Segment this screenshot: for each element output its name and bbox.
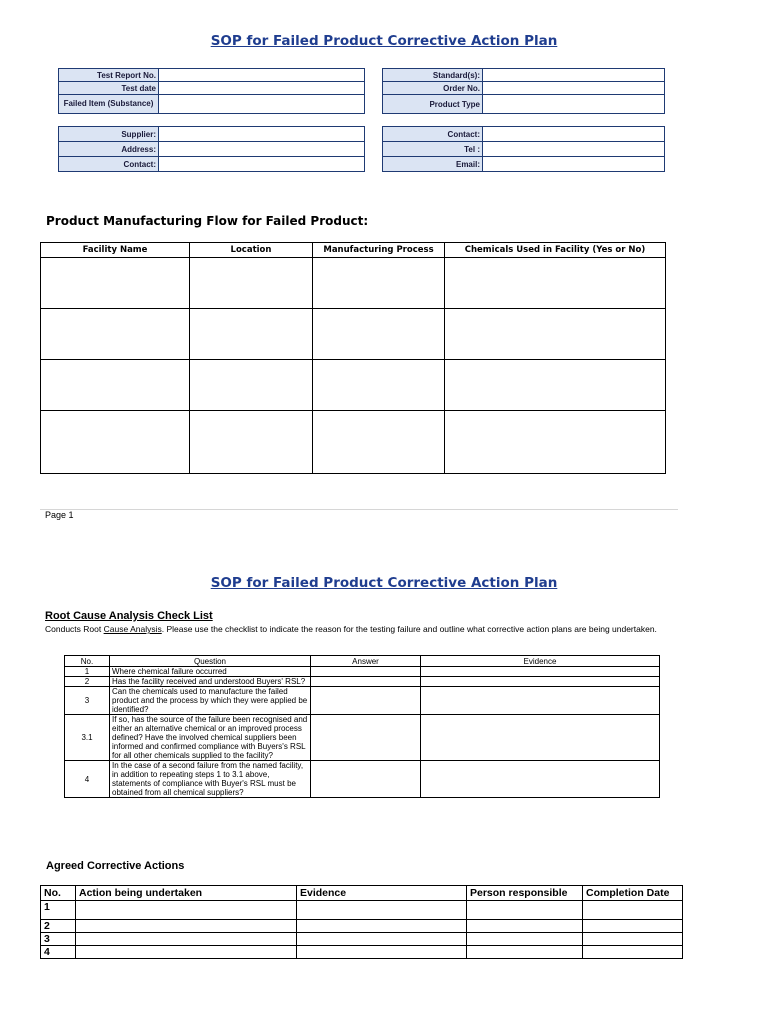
table-row: 3 Can the chemicals used to manufacture the failed product and the process by which they were applied be identified?: [65, 687, 660, 715]
label-contact-right: Contact:: [383, 127, 483, 142]
col-no: No.: [65, 656, 110, 667]
label-email: Email:: [383, 157, 483, 172]
field-test-date[interactable]: [159, 82, 365, 95]
page-divider: [40, 509, 678, 510]
label-contact: Contact:: [59, 157, 159, 172]
field-standards[interactable]: [483, 69, 665, 82]
table-row: [41, 258, 666, 309]
col-facility-name: Facility Name: [41, 243, 190, 258]
label-standards: Standard(s):: [383, 69, 483, 82]
col-answer: Answer: [311, 656, 421, 667]
supplier-table: [58, 126, 365, 172]
rca-intro: Conducts Root Cause Analysis. Please use the checklist to indicate the reason for the testing failure and outline what corrective action plans are being undertaken.: [45, 624, 657, 634]
order-info-table: [382, 68, 665, 114]
label-failed-item: Failed Item (Substance): [59, 95, 159, 114]
field-product-type[interactable]: [483, 95, 665, 114]
page-title-2: SOP for Failed Product Corrective Action Plan: [210, 575, 558, 591]
col-question: Question: [110, 656, 311, 667]
table-row: 2 Has the facility received and understood Buyers' RSL?: [65, 677, 660, 687]
flow-heading: Product Manufacturing Flow for Failed Product:: [46, 214, 369, 228]
test-info-table: [58, 68, 365, 114]
table-row: 3.1 If so, has the source of the failure been recognised and either an alternative chemical or an improved process defined? Have the involved chemical suppliers been informed and confirmed compliance with Buyers's RSL for all other chemicals supplied to the facility?: [65, 715, 660, 761]
table-row: 2: [41, 920, 683, 933]
table-row: [41, 309, 666, 360]
field-contact[interactable]: [159, 157, 365, 172]
col-location: Location: [190, 243, 313, 258]
label-order-no: Order No.: [383, 82, 483, 95]
col-action-evidence: Evidence: [297, 886, 467, 901]
rca-checklist-table: [64, 655, 660, 798]
table-row: 3: [41, 933, 683, 946]
rca-heading: Root Cause Analysis Check List: [45, 610, 213, 622]
table-row: [41, 411, 666, 474]
field-order-no[interactable]: [483, 82, 665, 95]
col-evidence: Evidence: [421, 656, 660, 667]
field-tel[interactable]: [483, 142, 665, 157]
field-supplier[interactable]: [159, 127, 365, 142]
page-number: Page 1: [45, 510, 74, 520]
col-chemicals-used: Chemicals Used in Facility (Yes or No): [445, 243, 666, 258]
table-row: [41, 360, 666, 411]
manufacturing-flow-table: [40, 242, 666, 474]
table-row: 4 In the case of a second failure from the named facility, in addition to repeating steps 1 to 3.1 above, statements of compliance with Buyer's RSL must be obtained from all chemical suppliers?: [65, 761, 660, 798]
label-tel: Tel :: [383, 142, 483, 157]
actions-heading: Agreed Corrective Actions: [46, 860, 185, 872]
contact-table: [382, 126, 665, 172]
corrective-actions-table: [40, 885, 683, 959]
label-address: Address:: [59, 142, 159, 157]
label-product-type: Product Type: [383, 95, 483, 114]
page-title: SOP for Failed Product Corrective Action Plan: [210, 33, 558, 49]
label-test-report-no: Test Report No.: [59, 69, 159, 82]
table-row: 1 Where chemical failure occurred: [65, 667, 660, 677]
col-completion-date: Completion Date: [583, 886, 683, 901]
col-action-no: No.: [41, 886, 76, 901]
col-action: Action being undertaken: [76, 886, 297, 901]
field-address[interactable]: [159, 142, 365, 157]
label-supplier: Supplier:: [59, 127, 159, 142]
field-test-report-no[interactable]: [159, 69, 365, 82]
table-row: 1: [41, 901, 683, 920]
table-row: 4: [41, 946, 683, 959]
field-email[interactable]: [483, 157, 665, 172]
col-person-responsible: Person responsible: [467, 886, 583, 901]
field-failed-item[interactable]: [159, 95, 365, 114]
cause-analysis-link[interactable]: Cause Analysis: [103, 624, 162, 634]
field-contact-right[interactable]: [483, 127, 665, 142]
label-test-date: Test date: [59, 82, 159, 95]
col-manufacturing-process: Manufacturing Process: [313, 243, 445, 258]
